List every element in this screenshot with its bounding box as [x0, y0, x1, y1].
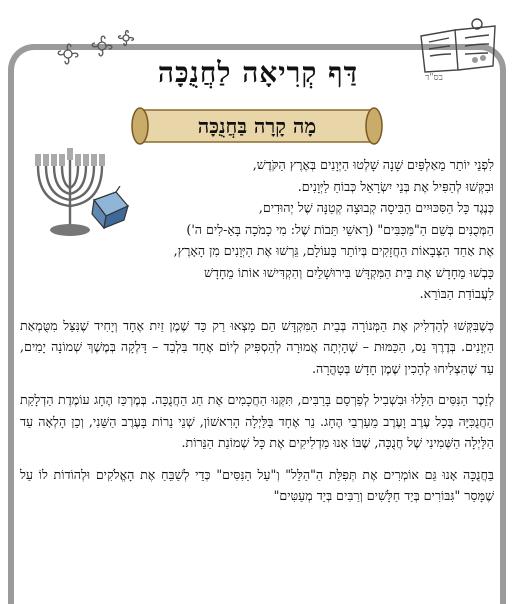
article-body	[20, 154, 494, 517]
paragraph-3: לְזֵכֶר הַנִּסִּים הַלָּלוּ וּבִשְׁבִיל לְפַרְסֵם בָּרַבִּים, תִּקְּנוּ הַחֲכָמִים אֶת חַג הַחֲנֻכָּה. בְּמֶרְכַּז הֶחָג עוֹמֶדֶת הַדְלָקַת הַחֲנֻכִּיָּה בְּכָל עֶרֶב וָעֶרֶב מֵעַרְבֵי הֶחָג. נֵר אֶחָד בַּלַּיְלָה הָרִאשׁוֹן, שְׁנֵי נֵרוֹת בָּעֶרֶב הַשֵּׁנִי, וְכֵן הָלְאָה עַד הַלַּיְלָה הַשְּׁמִינִי שֶׁל חֲנֻכָּה, שֶׁבּוֹ אָנוּ מַדְלִיקִים אֶת כָּל שְׁמוֹנַת הַנֵּרוֹת.	[20, 392, 494, 450]
paragraph-1	[20, 154, 494, 305]
text-line: כְּנֶגֶד כָּל הַסִּכּוּיִים הַבִּיסָה קְבוּצָה קְטַנָּה שֶׁל יְהוּדִים,	[258, 200, 494, 215]
page-title: דַּף קְרִיאָה לַחֲנֻכָּה	[157, 56, 359, 89]
scroll-banner	[130, 106, 384, 146]
logo-caption: בס"ד	[425, 73, 443, 83]
text-line: לִפְנֵי יוֹתֵר מֵאַלְפַּיִם שָׁנָה שָׁלְטוּ הַיְּוָנִים בְּאֶרֶץ הַקֹּדֶשׁ,	[252, 157, 494, 172]
section-heading: מָה קָרָה בַּחֲנֻכָּה	[197, 114, 317, 138]
text-line: אֶת אַחַד הַצְּבָאוֹת הַחֲזָקִים בְּיוֹתֵר בָּעוֹלָם, גֵּרְשׁוּ אֶת הַיְּוָנִים מִן הָאָרֶץ,	[173, 243, 494, 258]
text-line: לַעֲבוֹדַת הַבּוֹרֵא.	[419, 286, 494, 301]
paragraph-2: כְּשֶׁבִּקְּשׁוּ לְהַדְלִיק אֶת הַמְּנוֹרָה בְּבֵית הַמִּקְדָּשׁ הֵם מָצְאוּ רַק כַּד שֶׁמֶן זַיִת אֶחָד וְיָחִיד שֶׁנִּצַּל מִטֻּמְאַת הַיְּוָנִים. בְּדֶרֶךְ נֵס, הַכַּמּוּת – שֶׁהָיְתָה אֲמוּרָה לְהַסְפִּיק לְיוֹם אֶחָד בִּלְבַד – דָּלְקָה בְּמֶשֶׁךְ שְׁמוֹנָה יָמִים, עַד שֶׁהִצְלִיחוּ לְהָכִין שֶׁמֶן חָדָשׁ בְּטָהֳרָה.	[20, 317, 494, 376]
text-line: וּבִקְּשׁוּ לְהַפִּיל אֶת בְּנֵי יִשְׂרָאֵל כְּבוֹחַ לַיְּוָנִים.	[297, 178, 494, 194]
paragraph-4: בַּחֲנֻכָּה אָנוּ גַּם אוֹמְרִים אֶת תְּפִלַּת הַ"הַלֵּל" וְ"עַל הַנִּסִּים" כְּדֵי לְשַׁבֵּחַ אֶת הָאֱלֹקִים וּלְהוֹדוֹת לוֹ עַל שֶׁמָּסַר "גִּבּוֹרִים בְּיַד חַלָּשִׁים וְרַבִּים בְּיַד מְעַטִּים"	[20, 466, 494, 503]
text-line: הַמְּכֻנִּים בְּשֵׁם הַ"מַּכַּבִּים" (רָאשֵׁי תֵּבוֹת שֶׁל: מִי כָמֹכָה בָּאֵ-לִים ה')	[186, 221, 494, 237]
text-line: כָּבְשׁוּ מֵחָדָשׁ אֶת בֵּית הַמִּקְדָּשׁ בִּירוּשָׁלַיִם וְהִקְדִּישׁוּ אוֹתוֹ מֵחָדָשׁ	[203, 264, 494, 280]
